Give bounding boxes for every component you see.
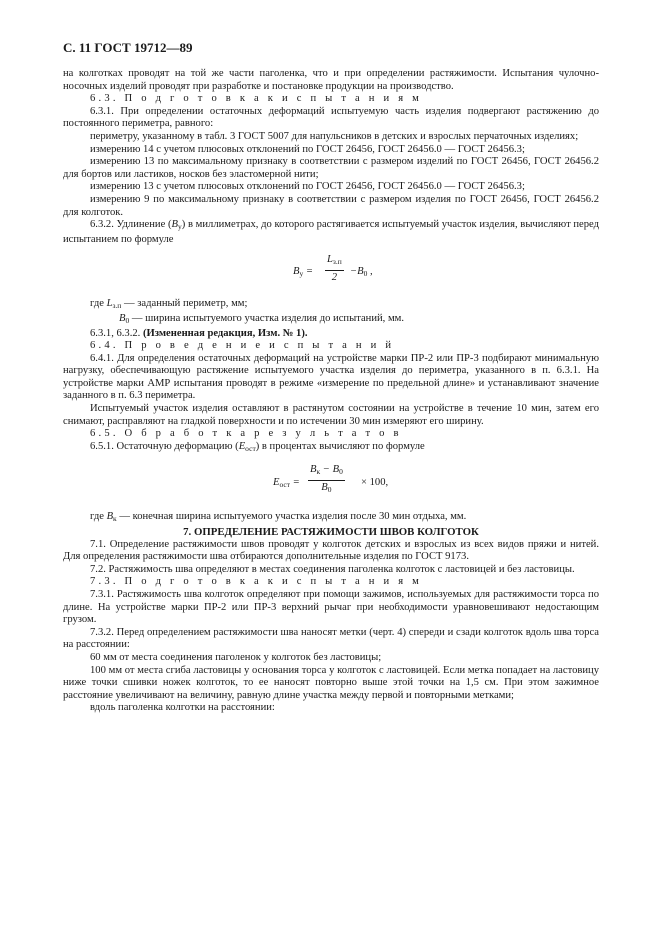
subsection-heading: 6.5. О б р а б о т к а р е з у л ь т а т о в <box>90 428 402 440</box>
paragraph: 7.1. Определение растяжимости швов проводят у колготок детских и взрослых из всех видов пряжи и нитей. Для определения растяжимости шва отбираются дополнительные изделия по ГОСТ 9173. <box>63 538 599 563</box>
paragraph: 6.3.1. При определении остаточных деформаций испытуемую часть изделия подвергают растяжению до постоянного периметра, равного: <box>63 105 599 130</box>
definition: где $L_{з.п}$ — заданный периметр, мм; <box>90 298 248 311</box>
list-item: периметру, указанному в табл. 3 ГОСТ 5007 для напульсников в детских и взрослых перчаточных изделиях; <box>90 130 579 142</box>
amendment-note: 6.3.1, 6.3.2. (Измененная редакция, Изм. № 1). <box>90 327 308 339</box>
document-body <box>63 68 599 715</box>
text-fragment: 6.3.2. Удлинение ( <box>90 219 172 231</box>
paragraph: на колготках проводят на той же части паголенка, что и при определении растяжимости. Испытания чулочно-носочных изделий проводят при разработке и постановке продукции на производство. <box>63 68 599 92</box>
subsection-heading: 6.4. П р о в е д е н и е и с п ы т а н и й <box>90 340 395 352</box>
paragraph: 7.2. Растяжимость шва определяют в местах соединения паголенка колготок с ластовицей и без ластовицы. <box>90 563 575 575</box>
list-item: 100 мм от места сгиба ластовицы у основания торса у колготок с ластовицей. Если метка попадает на ластовицу ниже точки сшивки ножек колготок, то ее наносят повторно выше этой точки на 1,5 см. При этом зажимное расстояние увеличивают на величину, равную длине участка между первой и повторными метками; <box>63 664 599 701</box>
paragraph: Испытуемый участок изделия оставляют в растянутом состоянии на устройстве в течение 10 мин, затем его снимают, расправляют на гладкой поверхности и по истечении 30 мин измеряют его ширину. <box>63 403 599 427</box>
subsection-heading: 7.3. П о д г о т о в к а к и с п ы т а н и я м <box>90 576 423 588</box>
text-fragment: ) в миллиметрах, до которого растягивается испытуемый участок изделия, вычисляют перед испытанием по формуле <box>63 219 600 245</box>
formula-lhs: $E_{ост}$ = <box>273 477 300 490</box>
paragraph: 6.5.1. Остаточную деформацию $(E_{ост})$ в процентах вычисляют по формуле <box>90 440 425 453</box>
list-item: измерению 14 с учетом плюсовых отклонений по ГОСТ 26456, ГОСТ 26456.0 — ГОСТ 26456.3; <box>90 143 525 155</box>
list-item: 60 мм от места соединения паголенок у колготок без ластовицы; <box>90 651 382 663</box>
list-item: вдоль паголенка колготки на расстоянии: <box>90 702 275 714</box>
list-item: измерению 13 с учетом плюсовых отклонений по ГОСТ 26456, ГОСТ 26456.0 — ГОСТ 26456.3; <box>90 181 525 193</box>
symbol-by: $B_у$ <box>171 219 182 232</box>
subsection-heading: 6.3. П о д г о т о в к а к и с п ы т а н и я м <box>90 93 423 105</box>
formula-fraction: $B_к - B_0$ $B_0$ <box>310 464 343 495</box>
formula-tail: $-B_0$ , <box>350 266 373 279</box>
list-item: измерению 9 по максимальному признаку в соответствии с размером изделия по ГОСТ 26456, ГОСТ 26456.2 для колготок. <box>63 193 599 218</box>
formula-lhs: $B_у$ = <box>293 266 314 279</box>
section-title: 7. ОПРЕДЕЛЕНИЕ РАСТЯЖИМОСТИ ШВОВ КОЛГОТОК <box>183 526 479 539</box>
paragraph <box>63 219 599 246</box>
paragraph: 7.3.1. Растяжимость шва колготок определяют при помощи зажимов, используемых для растяжимости торса по длине. На устройстве марки ПР-2 или ПР-3 верхний рычаг при необходимости уравновешивают недостающим грузом. <box>63 589 599 626</box>
paragraph: 6.4.1. Для определения остаточных деформаций на устройстве марки ПР-2 или ПР-3 подбирают минимальную нагрузку, обеспечивающую растяжение испытуемого участка изделия до периметра, указанного в п. 6.3.1. На устройстве марки АМР испытания проводят в режиме «измерение по предельной длине» и устанавливают значение заданного в п. 6.3 периметра. <box>63 352 599 402</box>
formula-tail: × 100, <box>361 477 389 489</box>
page-header: С. 11 ГОСТ 19712—89 <box>63 40 193 55</box>
formula-residual-deformation <box>63 461 599 507</box>
paragraph: 7.3.2. Перед определением растяжимости шва наносят метки (черт. 4) спереди и сзади колготок вдоль шва торса на расстоянии: <box>63 626 599 651</box>
definition: $B_0$ — ширина испытуемого участка изделия до испытаний, мм. <box>119 312 405 325</box>
formula-fraction: $L_{з.п}$ 2 <box>327 254 342 283</box>
formula-elongation <box>63 252 599 294</box>
list-item: измерению 13 по максимальному признаку в соответствии с размером изделий по ГОСТ 26456, ГОСТ 26456.2 для бортов или ластиков, носков без эластомерной нити; <box>63 156 599 180</box>
definition: где $B_к$ — конечная ширина испытуемого участка изделия после 30 мин отдыха, мм. <box>90 511 467 524</box>
